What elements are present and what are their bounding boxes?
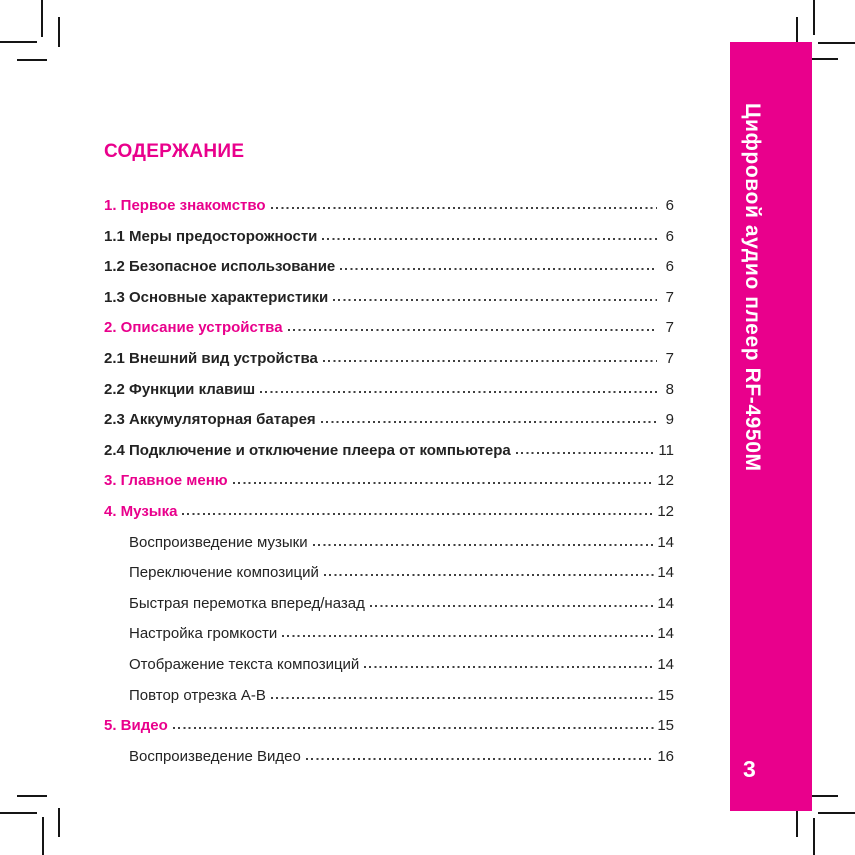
toc-entry-page: 7 [665, 288, 674, 306]
toc-entry [104, 589, 674, 620]
toc-entry-leader-dots [182, 513, 654, 515]
toc-entry [104, 405, 674, 436]
toc-entry-leader-dots [233, 482, 655, 484]
crop-mark-bottom-right-v1 [796, 811, 798, 837]
toc-entry-page: 6 [665, 227, 674, 245]
toc-entry-label: Быстрая перемотка вперед/назад [129, 594, 365, 612]
toc-entry-leader-dots [333, 299, 657, 301]
toc-entry [104, 344, 674, 375]
page-title: СОДЕРЖАНИЕ [104, 141, 245, 162]
crop-mark-bottom-left-h1 [17, 795, 47, 797]
toc-entry-leader-dots [324, 574, 654, 576]
side-band [730, 42, 812, 811]
toc-entry [104, 497, 674, 528]
toc-entry-label: 1.2 Безопасное использование [104, 258, 336, 276]
toc-list [104, 191, 674, 772]
toc-entry-page: 9 [665, 411, 674, 429]
toc-entry-page: 14 [657, 594, 674, 612]
toc-entry [104, 558, 674, 589]
toc-entry [104, 375, 674, 406]
toc-entry-leader-dots [323, 360, 657, 362]
toc-entry [104, 283, 674, 314]
toc-entry-label: 3. Главное меню [104, 472, 228, 490]
toc-entry-page: 12 [657, 502, 674, 520]
toc-entry-label: 2. Описание устройства [104, 319, 283, 337]
toc-entry [104, 619, 674, 650]
toc-entry-page: 6 [665, 258, 674, 276]
toc-entry-leader-dots [370, 605, 654, 607]
toc-entry [104, 711, 674, 742]
toc-entry-leader-dots [306, 758, 655, 760]
toc-entry-label: 1.3 Основные характеристики [104, 288, 329, 306]
toc-entry-label: Повтор отрезка А-В [129, 686, 266, 704]
crop-mark-top-left-v2 [58, 17, 60, 47]
crop-mark-bottom-left-h2 [0, 812, 37, 814]
toc-entry [104, 222, 674, 253]
toc-entry-leader-dots [260, 391, 657, 393]
toc-entry-page: 14 [657, 625, 674, 643]
toc-entry-leader-dots [321, 421, 657, 423]
page-number: 3 [743, 756, 756, 782]
toc-entry-label: Переключение композиций [129, 564, 319, 582]
toc-entry-label: 1. Первое знакомство [104, 197, 266, 214]
toc-entry [104, 466, 674, 497]
toc-entry-label: Воспроизведение музыки [129, 533, 308, 551]
toc-entry-leader-dots [516, 452, 656, 454]
toc-entry [104, 436, 674, 467]
crop-mark-top-right-h1 [818, 42, 855, 44]
toc-entry-leader-dots [364, 666, 654, 668]
toc-entry [104, 191, 674, 222]
toc-entry-page: 15 [657, 717, 674, 735]
toc-entry-leader-dots [173, 727, 655, 729]
toc-entry-page: 6 [665, 197, 674, 214]
toc-entry-label: 1.1 Меры предосторожности [104, 227, 318, 245]
toc-entry-page: 14 [657, 533, 674, 551]
toc-entry-page: 16 [657, 747, 674, 765]
toc-entry-page: 14 [657, 564, 674, 582]
crop-mark-bottom-right-h1 [809, 795, 838, 797]
toc-entry [104, 681, 674, 712]
toc-entry-label: Отображение текста композиций [129, 655, 360, 673]
toc-entry-page: 12 [657, 472, 674, 490]
toc-entry-page: 8 [665, 380, 674, 398]
toc-entry-leader-dots [271, 697, 654, 699]
crop-mark-bottom-right-v2 [813, 818, 815, 855]
toc-entry-leader-dots [322, 238, 657, 240]
toc-entry-page: 14 [657, 655, 674, 673]
toc-entry-label: Воспроизведение Видео [129, 747, 301, 765]
toc-entry-label: 2.3 Аккумуляторная батарея [104, 411, 316, 429]
toc-entry-page: 11 [658, 441, 674, 459]
crop-mark-top-left-h1 [0, 41, 37, 43]
toc-entry-leader-dots [271, 207, 657, 209]
crop-mark-top-right-v1 [813, 0, 815, 35]
crop-mark-bottom-right-h2 [818, 812, 855, 814]
toc-entry-page: 15 [657, 686, 674, 704]
toc-entry [104, 742, 674, 773]
crop-mark-top-right-h2 [809, 58, 838, 60]
toc-entry-label: Настройка громкости [129, 625, 278, 643]
toc-entry-page: 7 [665, 349, 674, 367]
toc-entry-label: 2.1 Внешний вид устройства [104, 349, 318, 367]
crop-mark-bottom-left-v1 [42, 817, 44, 855]
toc-content [104, 141, 674, 772]
crop-mark-top-left-v1 [41, 0, 43, 37]
toc-entry-leader-dots [288, 329, 657, 331]
side-band-vertical-title: Цифровой аудио плеер RF-4950M [741, 103, 764, 472]
toc-entry [104, 650, 674, 681]
crop-mark-bottom-left-v2 [58, 808, 60, 837]
toc-entry-leader-dots [313, 544, 655, 546]
toc-entry [104, 528, 674, 559]
toc-entry-label: 2.4 Подключение и отключение плеера от компьютера [104, 441, 511, 459]
crop-mark-top-left-h2 [17, 59, 47, 61]
toc-entry-page: 7 [665, 319, 674, 337]
toc-entry-leader-dots [282, 635, 654, 637]
toc-entry-leader-dots [340, 268, 657, 270]
toc-entry-label: 5. Видео [104, 717, 168, 735]
toc-entry-label: 2.2 Функции клавиш [104, 380, 256, 398]
crop-mark-top-right-v2 [796, 17, 798, 45]
toc-entry [104, 313, 674, 344]
toc-entry [104, 252, 674, 283]
toc-entry-label: 4. Музыка [104, 502, 178, 520]
